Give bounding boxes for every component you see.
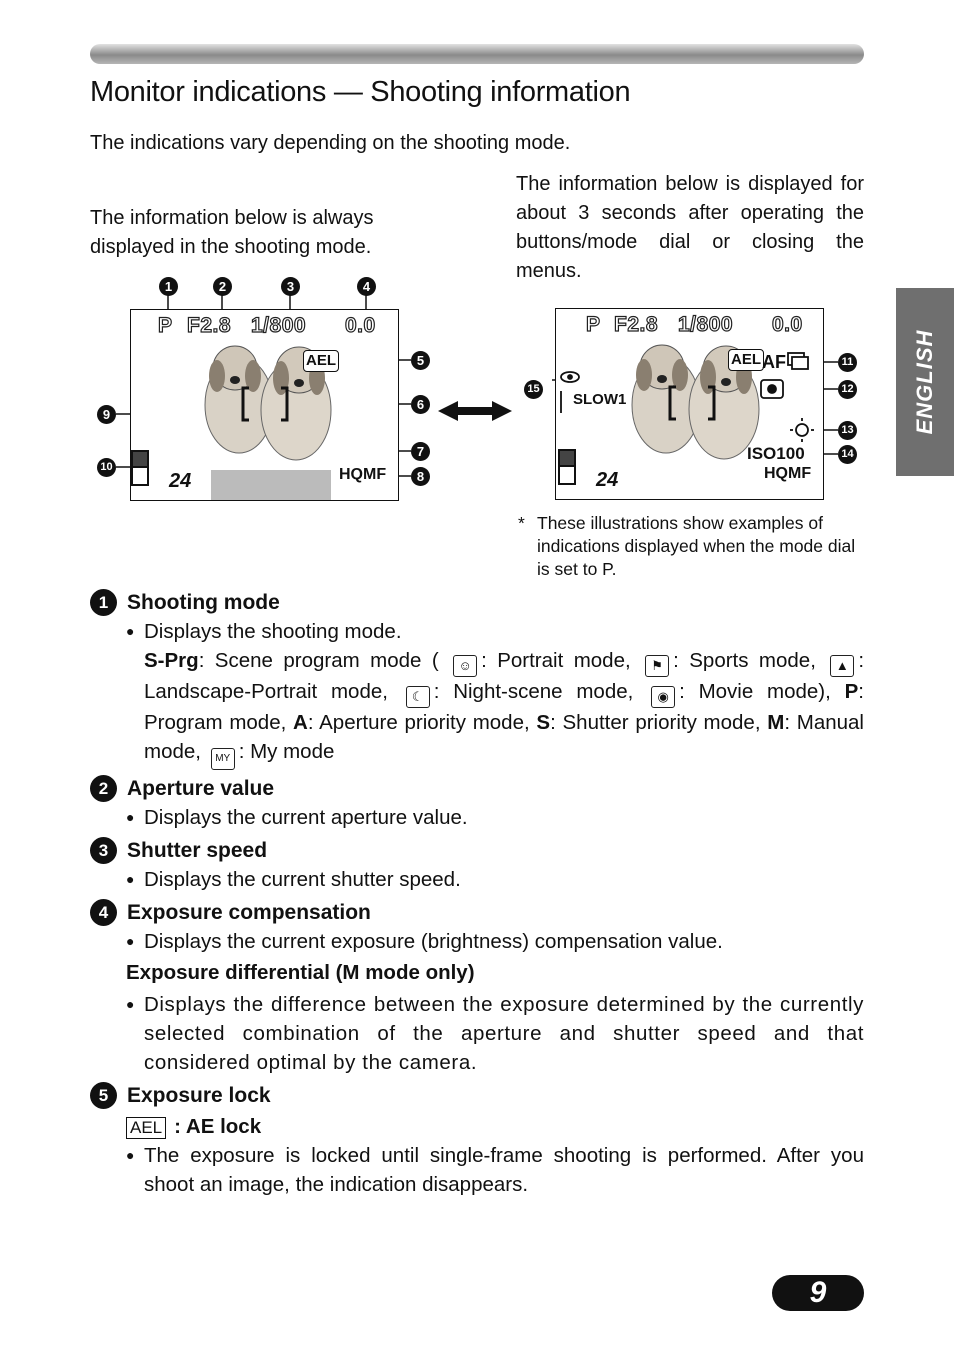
section-number: 4 — [90, 899, 117, 926]
marker-2: 2 — [213, 277, 232, 296]
left-description: The information below is always displayed in the shooting mode. — [90, 207, 374, 258]
right-description: The information below is displayed for about 3 seconds after operating the buttons/mode dial or closing the menus. — [516, 173, 864, 282]
landscape-portrait-icon: ▲ — [830, 655, 854, 677]
sports-mode-icon: ⚑ — [645, 655, 669, 677]
section-number: 3 — [90, 837, 117, 864]
sub-heading: Exposure differential (M mode only) — [126, 961, 475, 984]
right-aperture: F2.8 — [614, 313, 659, 336]
section-heading: Exposure compensation — [127, 900, 371, 924]
bullet-icon: ● — [126, 1147, 135, 1163]
marker-12: 12 — [838, 380, 857, 399]
mode-list: S-Prg: Scene program mode ( ☺ : Portrait mode, ⚑ : Sports mode, ▲ : Landscape-Portrait mode, ☾ : Night-scene mode, ◉ : Movie mode), P: Program mode, A: Aperture priority mode, S: Shutter priority mode, M: Manual mode, MY : My mode — [144, 646, 864, 770]
intro-text: The indications vary depending on the shooting mode. — [90, 132, 571, 154]
right-frame-count: 24 — [596, 469, 619, 491]
bullet-icon: ● — [126, 871, 135, 887]
marker-14: 14 — [838, 445, 857, 464]
right-mode: P — [586, 313, 601, 336]
illustration-note — [518, 512, 864, 581]
note-asterisk: * — [518, 513, 525, 533]
marker-5: 5 — [411, 351, 430, 370]
bullet-icon: ● — [126, 623, 135, 639]
language-tab-label: ENGLISH — [912, 329, 937, 435]
right-af-indicator: AF — [762, 352, 786, 372]
section-number: 2 — [90, 775, 117, 802]
left-aperture: F2.8 — [187, 314, 232, 337]
section-heading: Shooting mode — [127, 590, 280, 614]
right-iso: ISO100 — [747, 444, 805, 463]
right-quality: HQMF — [764, 465, 812, 482]
page-title: Monitor indications — Shooting information — [90, 76, 631, 108]
left-shutter: 1/800 — [251, 314, 307, 337]
section-heading: Shutter speed — [127, 838, 268, 862]
marker-7: 7 — [411, 442, 430, 461]
left-monitor-screen — [130, 309, 399, 501]
section-number: 5 — [90, 1082, 117, 1109]
marker-4: 4 — [357, 277, 376, 296]
section-number: 1 — [90, 589, 117, 616]
right-shutter: 1/800 — [678, 313, 734, 336]
marker-8: 8 — [411, 467, 430, 486]
marker-6: 6 — [411, 395, 430, 414]
my-mode-icon: MY — [211, 748, 235, 770]
right-exposure: 0.0 — [772, 313, 803, 336]
bullet-icon: ● — [126, 809, 135, 825]
movie-icon: ◉ — [651, 686, 675, 708]
section-aperture: 2 Aperture value ● Displays the current aperture value. — [90, 774, 864, 832]
portrait-mode-icon: ☺ — [453, 655, 477, 677]
ael-icon: AEL — [126, 1117, 166, 1139]
section-exposure-lock: 5 Exposure lock AEL : AE lock ● The exposure is locked until single-frame shooting is performed. After you shoot an image, the indication disappears. — [90, 1081, 864, 1199]
page-number: 9 — [772, 1275, 864, 1311]
sections — [90, 588, 864, 1199]
marker-10: 10 — [97, 458, 116, 477]
note-text: These illustrations show examples of indications displayed when the mode dial is set to P. — [537, 513, 856, 579]
left-exposure: 0.0 — [345, 314, 376, 337]
marker-11: 11 — [838, 353, 857, 372]
marker-9: 9 — [97, 405, 116, 424]
section-heading: Aperture value — [127, 776, 275, 800]
right-ael-indicator: AEL — [728, 349, 764, 371]
left-quality: HQMF — [339, 466, 387, 483]
section-shooting-mode: 1 Shooting mode ● Displays the shooting mode. S-Prg: Scene program mode ( ☺ : Portrait mode, ⚑ : Sports mode, ▲ : Landscape-Portrait mode, ☾ : Night-scene mode, ◉ : Movie mode), P: Program mode, A: Aperture priority mode, S: Shutter priority mode, M: Manual mode, MY : My mode — [90, 588, 864, 770]
left-mode: P — [158, 314, 173, 337]
marker-1: 1 — [159, 277, 178, 296]
section-heading: Exposure lock — [127, 1083, 271, 1107]
left-ael-indicator: AEL — [303, 350, 339, 372]
right-monitor-screen — [555, 308, 824, 500]
night-scene-icon: ☾ — [406, 686, 430, 708]
bullet-icon: ● — [126, 996, 135, 1012]
marker-13: 13 — [838, 421, 857, 440]
section-shutter: 3 Shutter speed ● Displays the current shutter speed. — [90, 836, 864, 894]
marker-15: 15 — [524, 380, 543, 399]
left-frame-count: 24 — [169, 470, 192, 492]
right-battery-bar — [558, 449, 576, 485]
right-flash-mode: SLOW1 — [573, 391, 627, 408]
left-battery-bar — [131, 450, 149, 486]
bullet-icon: ● — [126, 933, 135, 949]
marker-3: 3 — [281, 277, 300, 296]
section-exposure-compensation: 4 Exposure compensation ● Displays the current exposure (brightness) compensation value. Exposure differential (M mode only) ● Displays the difference between the exposure determined by the currently selected combination of the aperture and shutter speed and that considered optimal by the camera. — [90, 898, 864, 1077]
